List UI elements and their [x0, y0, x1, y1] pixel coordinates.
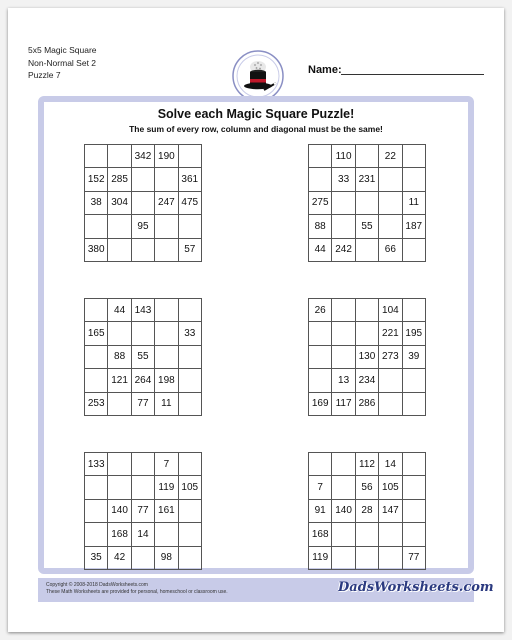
blank-cell[interactable]	[85, 476, 108, 499]
given-cell: 147	[379, 500, 402, 523]
blank-cell[interactable]	[379, 168, 402, 191]
blank-cell[interactable]	[132, 547, 155, 570]
blank-cell[interactable]	[403, 500, 426, 523]
given-cell: 22	[379, 145, 402, 168]
given-cell: 119	[155, 476, 178, 499]
blank-cell[interactable]	[356, 192, 379, 215]
given-cell: 121	[108, 369, 131, 392]
name-input-line[interactable]	[341, 74, 484, 75]
magic-square-4	[308, 298, 426, 416]
given-cell: 165	[85, 322, 108, 345]
blank-cell[interactable]	[379, 192, 402, 215]
given-cell: 286	[356, 393, 379, 416]
blank-cell[interactable]	[155, 299, 178, 322]
given-cell: 44	[309, 239, 332, 262]
blank-cell[interactable]	[403, 453, 426, 476]
given-cell: 55	[356, 215, 379, 238]
given-cell: 7	[309, 476, 332, 499]
given-cell: 143	[132, 299, 155, 322]
given-cell: 13	[332, 369, 355, 392]
blank-cell[interactable]	[179, 500, 202, 523]
blank-cell[interactable]	[332, 476, 355, 499]
blank-cell[interactable]	[85, 215, 108, 238]
given-cell: 117	[332, 393, 355, 416]
given-cell: 105	[179, 476, 202, 499]
given-cell: 380	[85, 239, 108, 262]
blank-cell[interactable]	[356, 145, 379, 168]
blank-cell[interactable]	[108, 322, 131, 345]
blank-cell[interactable]	[356, 299, 379, 322]
blank-cell[interactable]	[132, 192, 155, 215]
given-cell: 33	[332, 168, 355, 191]
given-cell: 66	[379, 239, 402, 262]
given-cell: 110	[332, 145, 355, 168]
given-cell: 275	[309, 192, 332, 215]
magic-square-2	[308, 144, 426, 262]
blank-cell[interactable]	[108, 453, 131, 476]
given-cell: 231	[356, 168, 379, 191]
blank-cell[interactable]	[132, 453, 155, 476]
magic-square-6	[308, 452, 426, 570]
blank-cell[interactable]	[179, 369, 202, 392]
given-cell: 195	[403, 322, 426, 345]
magic-square-3	[84, 298, 202, 416]
given-cell: 130	[356, 346, 379, 369]
given-cell: 39	[403, 346, 426, 369]
blank-cell[interactable]	[309, 168, 332, 191]
given-cell: 77	[132, 393, 155, 416]
blank-cell[interactable]	[155, 168, 178, 191]
blank-cell[interactable]	[108, 393, 131, 416]
blank-cell[interactable]	[356, 523, 379, 546]
blank-cell[interactable]	[309, 369, 332, 392]
given-cell: 112	[356, 453, 379, 476]
given-cell: 161	[155, 500, 178, 523]
worksheet-type: 5x5 Magic Square	[28, 45, 97, 55]
given-cell: 169	[309, 393, 332, 416]
given-cell: 234	[356, 369, 379, 392]
given-cell: 273	[379, 346, 402, 369]
blank-cell[interactable]	[403, 393, 426, 416]
given-cell: 91	[309, 500, 332, 523]
given-cell: 55	[132, 346, 155, 369]
blank-cell[interactable]	[403, 239, 426, 262]
given-cell: 14	[379, 453, 402, 476]
given-cell: 38	[85, 192, 108, 215]
blank-cell[interactable]	[155, 215, 178, 238]
site-logo: DadsWorksheets.com	[338, 580, 494, 595]
given-cell: 247	[155, 192, 178, 215]
blank-cell[interactable]	[332, 547, 355, 570]
blank-cell[interactable]	[309, 453, 332, 476]
blank-cell[interactable]	[379, 215, 402, 238]
given-cell: 44	[108, 299, 131, 322]
blank-cell[interactable]	[379, 393, 402, 416]
blank-cell[interactable]	[108, 215, 131, 238]
blank-cell[interactable]	[403, 168, 426, 191]
given-cell: 285	[108, 168, 131, 191]
given-cell: 26	[309, 299, 332, 322]
copyright-text: Copyright © 2008-2018 DadsWorksheets.com	[46, 582, 148, 588]
given-cell: 253	[85, 393, 108, 416]
blank-cell[interactable]	[309, 145, 332, 168]
given-cell: 190	[155, 145, 178, 168]
page-title: Solve each Magic Square Puzzle!	[157, 107, 355, 121]
blank-cell[interactable]	[403, 299, 426, 322]
worksheet-meta	[28, 44, 97, 82]
given-cell: 14	[132, 523, 155, 546]
footer-copyright-block	[46, 582, 228, 596]
given-cell: 77	[403, 547, 426, 570]
blank-cell[interactable]	[403, 476, 426, 499]
blank-cell[interactable]	[179, 523, 202, 546]
blank-cell[interactable]	[179, 215, 202, 238]
blank-cell[interactable]	[132, 476, 155, 499]
blank-cell[interactable]	[132, 168, 155, 191]
blank-cell[interactable]	[132, 322, 155, 345]
page-instructions: The sum of every row, column and diagonal must be the same!	[129, 124, 383, 134]
blank-cell[interactable]	[332, 299, 355, 322]
given-cell: 140	[108, 500, 131, 523]
given-cell: 11	[403, 192, 426, 215]
blank-cell[interactable]	[379, 369, 402, 392]
blank-cell[interactable]	[332, 322, 355, 345]
blank-cell[interactable]	[155, 523, 178, 546]
given-cell: 105	[379, 476, 402, 499]
given-cell: 304	[108, 192, 131, 215]
blank-cell[interactable]	[85, 523, 108, 546]
blank-cell[interactable]	[179, 393, 202, 416]
blank-cell[interactable]	[332, 215, 355, 238]
given-cell: 42	[108, 547, 131, 570]
blank-cell[interactable]	[108, 476, 131, 499]
given-cell: 475	[179, 192, 202, 215]
given-cell: 361	[179, 168, 202, 191]
blank-cell[interactable]	[132, 239, 155, 262]
given-cell: 88	[108, 346, 131, 369]
blank-cell[interactable]	[403, 523, 426, 546]
worksheet-puzzle-number: Puzzle 7	[28, 70, 61, 80]
given-cell: 56	[356, 476, 379, 499]
blank-cell[interactable]	[179, 453, 202, 476]
blank-cell[interactable]	[108, 145, 131, 168]
magic-square-1	[84, 144, 202, 262]
blank-cell[interactable]	[309, 346, 332, 369]
blank-cell[interactable]	[155, 322, 178, 345]
given-cell: 198	[155, 369, 178, 392]
magic-square-5	[84, 452, 202, 570]
blank-cell[interactable]	[155, 239, 178, 262]
blank-cell[interactable]	[356, 547, 379, 570]
blank-cell[interactable]	[379, 547, 402, 570]
given-cell: 28	[356, 500, 379, 523]
given-cell: 35	[85, 547, 108, 570]
given-cell: 95	[132, 215, 155, 238]
given-cell: 187	[403, 215, 426, 238]
blank-cell[interactable]	[332, 192, 355, 215]
blank-cell[interactable]	[155, 346, 178, 369]
given-cell: 119	[309, 547, 332, 570]
name-label: Name:	[308, 64, 342, 76]
blank-cell[interactable]	[379, 523, 402, 546]
given-cell: 98	[155, 547, 178, 570]
blank-cell[interactable]	[108, 239, 131, 262]
given-cell: 140	[332, 500, 355, 523]
blank-cell[interactable]	[179, 547, 202, 570]
given-cell: 77	[132, 500, 155, 523]
blank-cell[interactable]	[403, 145, 426, 168]
given-cell: 11	[155, 393, 178, 416]
given-cell: 342	[132, 145, 155, 168]
usage-note: These Math Worksheets are provided for personal, homeschool or classroom use.	[46, 589, 228, 595]
given-cell: 33	[179, 322, 202, 345]
magic-hat-icon	[232, 50, 284, 102]
given-cell: 168	[309, 523, 332, 546]
given-cell: 221	[379, 322, 402, 345]
given-cell: 168	[108, 523, 131, 546]
blank-cell[interactable]	[332, 523, 355, 546]
blank-cell[interactable]	[309, 322, 332, 345]
blank-cell[interactable]	[403, 369, 426, 392]
given-cell: 57	[179, 239, 202, 262]
blank-cell[interactable]	[85, 500, 108, 523]
blank-cell[interactable]	[85, 299, 108, 322]
given-cell: 242	[332, 239, 355, 262]
given-cell: 133	[85, 453, 108, 476]
given-cell: 104	[379, 299, 402, 322]
blank-cell[interactable]	[85, 346, 108, 369]
blank-cell[interactable]	[179, 346, 202, 369]
blank-cell[interactable]	[356, 322, 379, 345]
blank-cell[interactable]	[356, 239, 379, 262]
blank-cell[interactable]	[85, 145, 108, 168]
given-cell: 88	[309, 215, 332, 238]
blank-cell[interactable]	[179, 299, 202, 322]
blank-cell[interactable]	[332, 453, 355, 476]
blank-cell[interactable]	[332, 346, 355, 369]
worksheet-set: Non-Normal Set 2	[28, 57, 97, 68]
blank-cell[interactable]	[85, 369, 108, 392]
given-cell: 7	[155, 453, 178, 476]
given-cell: 152	[85, 168, 108, 191]
blank-cell[interactable]	[179, 145, 202, 168]
given-cell: 264	[132, 369, 155, 392]
